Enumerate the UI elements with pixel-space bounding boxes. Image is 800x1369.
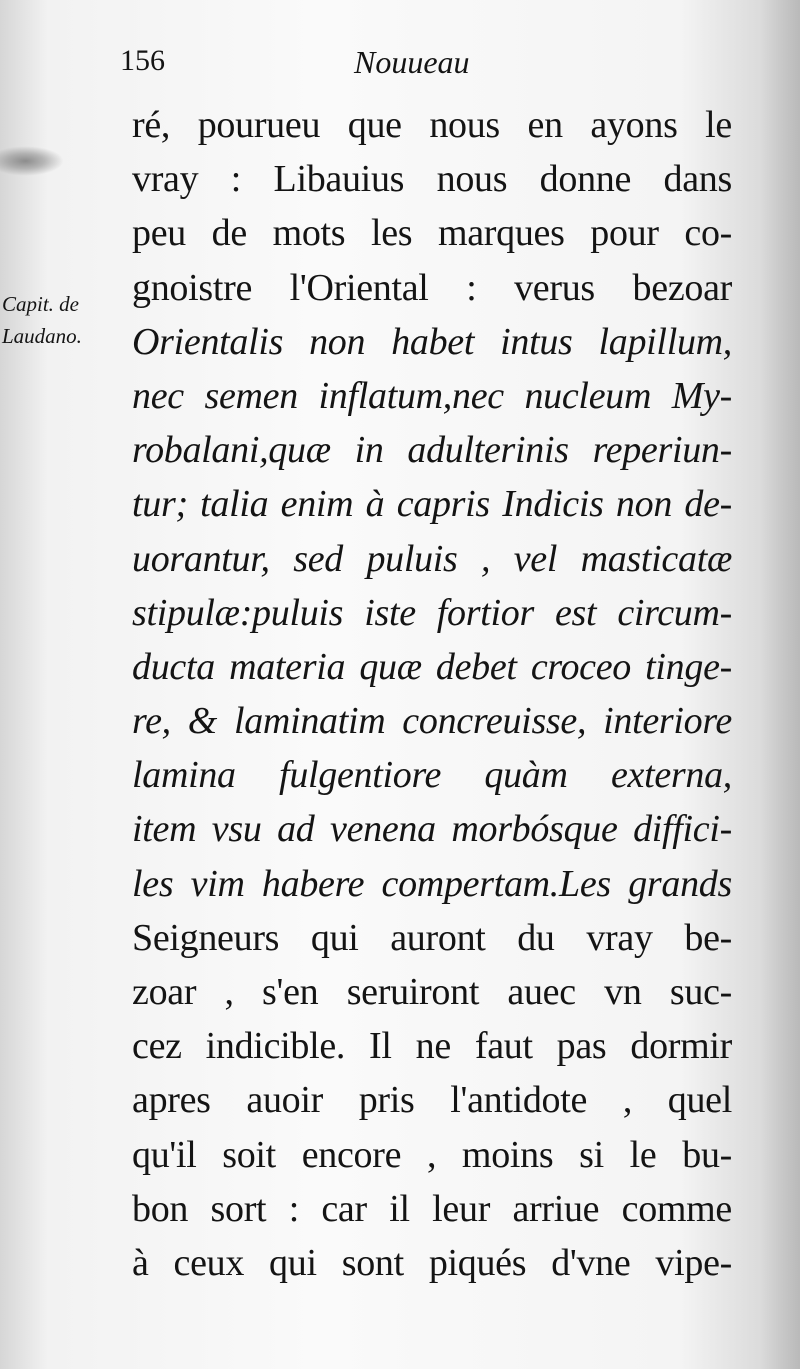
page-edge-shadow bbox=[760, 0, 800, 1369]
text-line: tur; talia enim à capris Indicis non de- bbox=[132, 483, 732, 526]
text-line: Orientalis non habet intus lapillum, bbox=[132, 320, 732, 363]
text-line: apres auoir pris l'antidote , quel bbox=[132, 1079, 732, 1122]
text-line: robalani,quæ in adulterinis reperiun- bbox=[132, 429, 732, 472]
margin-note-line-2: Laudano. bbox=[2, 324, 82, 348]
text-line: stipulæ:puluis iste fortior est circum- bbox=[132, 591, 732, 634]
text-line: les vim habere compertam.Les grands bbox=[132, 862, 732, 905]
margin-note bbox=[2, 288, 120, 352]
margin-note-line-1: Capit. de bbox=[2, 292, 79, 316]
text-line: ré, pourueu que nous en ayons le bbox=[132, 104, 732, 146]
text-line: cez indicible. Il ne faut pas dormir bbox=[132, 1025, 732, 1068]
text-line: zoar , s'en seruiront auec vn suc- bbox=[132, 971, 732, 1013]
text-line: re, & laminatim concreuisse, interiore bbox=[132, 700, 732, 743]
text-line: gnoistre l'Oriental : verus bezoar bbox=[132, 266, 732, 309]
page-number: 156 bbox=[120, 44, 165, 77]
body-text bbox=[132, 98, 732, 1290]
ink-smudge bbox=[0, 146, 64, 176]
text-line: qu'il soit encore , moins si le bu- bbox=[132, 1133, 732, 1176]
running-title: Nouueau bbox=[354, 44, 470, 80]
text-line: Seigneurs qui auront du vray be- bbox=[132, 916, 732, 959]
text-line: item vsu ad venena morbósque diffici- bbox=[132, 808, 732, 851]
text-line: bon sort : car il leur arriue comme bbox=[132, 1187, 732, 1230]
text-line: vray : Libauius nous donne dans bbox=[132, 158, 732, 201]
text-line: ducta materia quæ debet croceo tinge- bbox=[132, 645, 732, 688]
text-line: peu de mots les marques pour co- bbox=[132, 212, 732, 255]
text-line: lamina fulgentiore quàm externa, bbox=[132, 754, 732, 797]
text-line: à ceux qui sont piqués d'vne vipe- bbox=[132, 1241, 732, 1284]
text-line: nec semen inflatum,nec nucleum My- bbox=[132, 374, 732, 417]
page-header bbox=[118, 44, 538, 92]
text-line: uorantur, sed puluis , vel masticatæ bbox=[132, 537, 732, 580]
